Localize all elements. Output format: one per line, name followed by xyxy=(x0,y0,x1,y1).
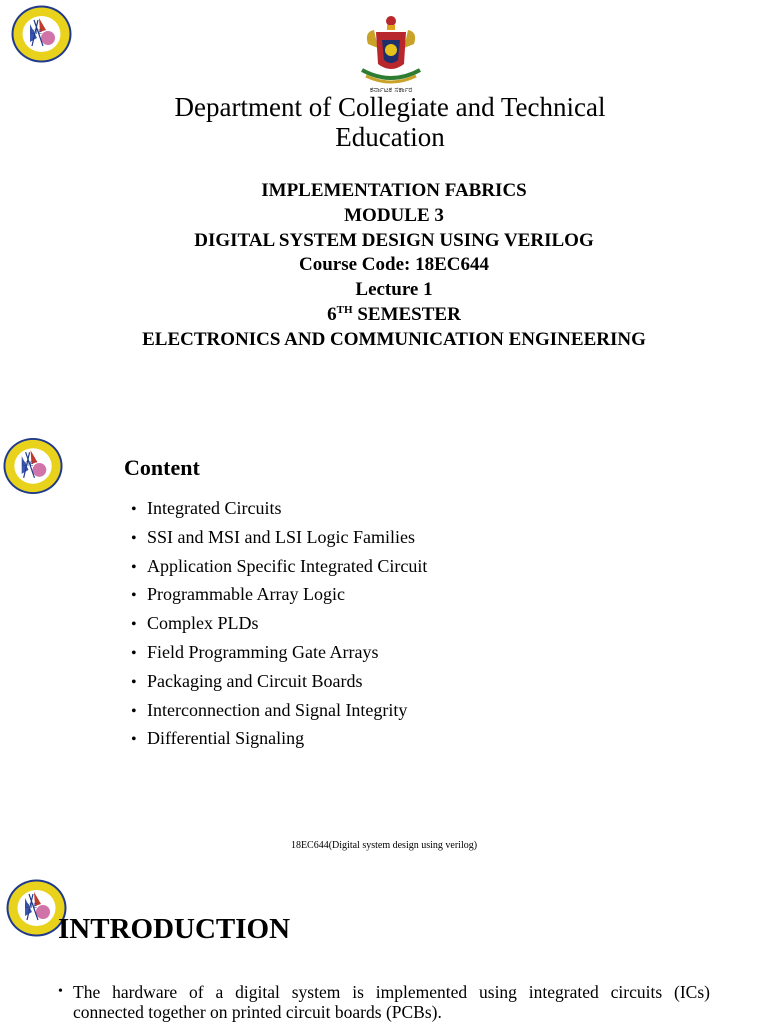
list-item xyxy=(131,525,427,554)
dte-seal-logo xyxy=(10,4,73,64)
list-item-text: Programmable Array Logic xyxy=(147,584,345,605)
karnataka-emblem xyxy=(356,14,426,94)
semester-superscript: TH xyxy=(336,303,353,316)
list-item xyxy=(131,582,427,611)
course-details xyxy=(60,179,728,353)
list-item xyxy=(131,726,427,755)
list-item-text: Application Specific Integrated Circuit xyxy=(147,555,428,576)
content-heading: Content xyxy=(124,455,200,480)
subject-line: DIGITAL SYSTEM DESIGN USING VERILOG xyxy=(194,229,594,251)
bullet-icon: • xyxy=(131,673,137,691)
content-list xyxy=(131,496,427,755)
list-item xyxy=(131,611,427,640)
bullet-icon: • xyxy=(131,587,137,605)
lecture-line: Lecture 1 xyxy=(355,279,433,301)
module-line: MODULE 3 xyxy=(344,204,444,226)
list-item xyxy=(131,554,427,583)
seal-label: DTE xyxy=(30,29,43,36)
seal-label: DTE xyxy=(21,462,34,468)
bullet-icon: • xyxy=(131,529,137,547)
list-item xyxy=(58,982,710,1022)
list-item-text: The hardware of a digital system is implemented using integrated circuits (ICs) xyxy=(73,982,710,1002)
semester-number: 6 xyxy=(327,303,337,325)
bullet-icon: • xyxy=(131,731,137,749)
semester-word: SEMESTER xyxy=(352,303,461,325)
title-slide xyxy=(0,0,768,400)
department-title: Department of Collegiate and Technical Education xyxy=(174,92,606,152)
dte-seal-logo xyxy=(2,435,64,497)
slide-footer: 18EC644(Digital system design using verilog) xyxy=(290,840,478,851)
list-item-text: Differential Signaling xyxy=(147,728,305,749)
list-item-text: Packaging and Circuit Boards xyxy=(147,670,363,691)
seal-label: DTE xyxy=(25,903,38,910)
list-item-text: Complex PLDs xyxy=(147,613,259,634)
bullet-icon: • xyxy=(131,702,137,720)
emblem-caption: ಕರ್ನಾಟಕ ಸರ್ಕಾರ xyxy=(369,85,413,94)
bullet-icon: • xyxy=(131,558,137,576)
list-item xyxy=(131,698,427,727)
bullet-icon: • xyxy=(58,984,63,999)
list-item xyxy=(131,669,427,698)
course-code-line: Course Code: 18EC644 xyxy=(299,254,489,276)
list-item-text: Integrated Circuits xyxy=(147,498,282,518)
list-item-text: connected together on printed circuit boards (PCBs). xyxy=(73,1002,442,1022)
branch-line: ELECTRONICS AND COMMUNICATION ENGINEERING xyxy=(142,328,646,350)
bullet-icon: • xyxy=(131,501,137,518)
bullet-icon: • xyxy=(131,644,137,662)
topic-line: IMPLEMENTATION FABRICS xyxy=(261,180,527,201)
list-item-text: SSI and MSI and LSI Logic Families xyxy=(147,526,415,547)
list-item-text: Field Programming Gate Arrays xyxy=(147,641,379,662)
content-slide xyxy=(0,400,768,870)
introduction-slide xyxy=(0,870,768,1024)
list-item xyxy=(131,496,427,525)
introduction-heading: INTRODUCTION xyxy=(58,913,291,945)
list-item xyxy=(131,640,427,669)
list-item-text: Interconnection and Signal Integrity xyxy=(147,699,408,720)
semester-line xyxy=(60,303,728,328)
bullet-icon: • xyxy=(131,616,137,634)
